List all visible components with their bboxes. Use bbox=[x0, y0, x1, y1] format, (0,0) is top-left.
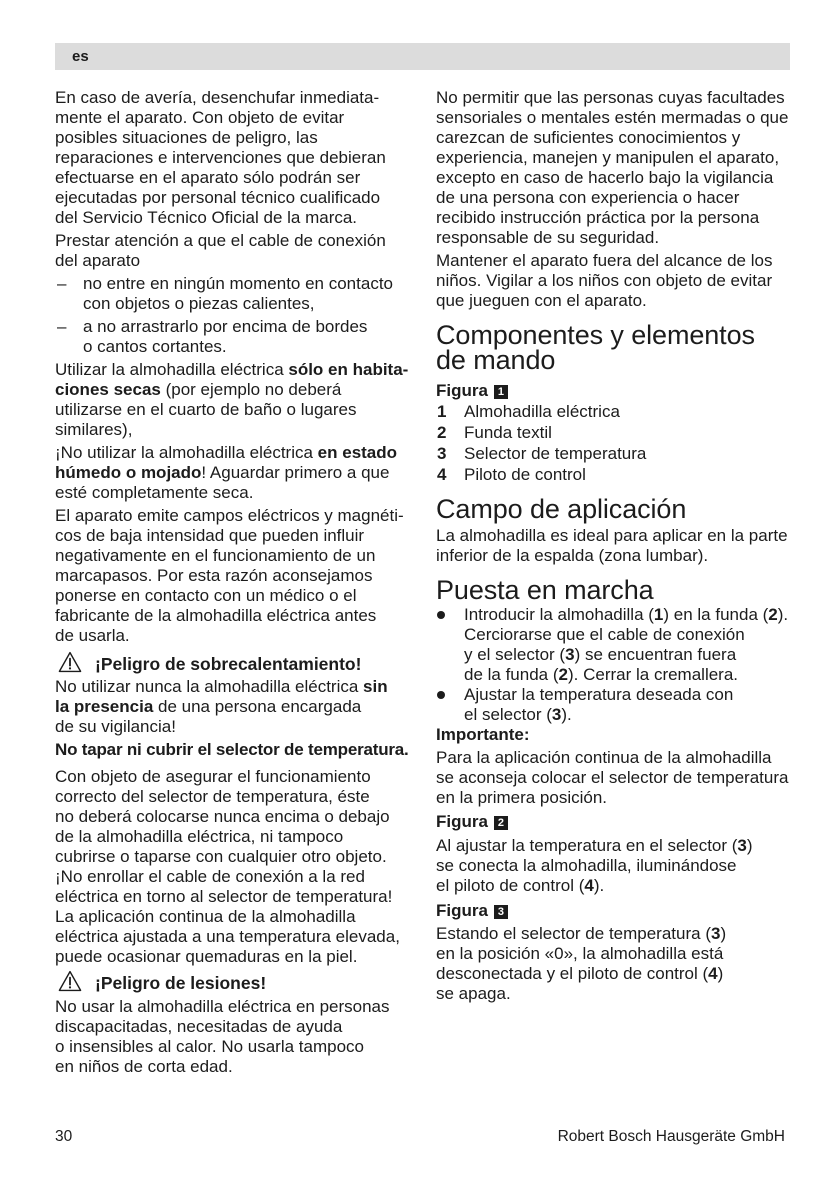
figure-number-badge: 3 bbox=[494, 905, 508, 919]
dash-marker: – bbox=[57, 317, 67, 336]
capacity-paragraph: No permitir que las personas cuyas facultades sensoriales o mentales estén mermadas o que carezcan de suficientes conocimientos y experiencia, manejen y manipulen el aparato, excepto en caso de hacerlo bajo la vigilancia de una persona con experiencia o hacer recibido instrucción práctica por la persona responsable de su seguridad. bbox=[436, 88, 789, 247]
wet-state-paragraph bbox=[55, 443, 417, 503]
text-segment: Utilizar la almohadilla eléctrica bbox=[55, 360, 289, 379]
right-column bbox=[436, 88, 790, 1004]
text-segment: ) en la funda ( bbox=[663, 605, 769, 624]
text-segment: ). bbox=[593, 876, 605, 895]
figure-number-badge: 1 bbox=[494, 385, 508, 399]
reference-number: 3 bbox=[551, 705, 562, 724]
list-item-text: no entre en ningún momento en contacto con objetos o piezas calientes, bbox=[83, 274, 393, 313]
language-bar bbox=[55, 43, 790, 70]
supervision-paragraph bbox=[55, 677, 417, 737]
text-segment: Estando el selector de temperatura ( bbox=[436, 924, 711, 943]
text-segment: ) en la posición «0», la almohadilla está desconectada y el piloto de control ( bbox=[436, 924, 727, 983]
figure-label: Figura bbox=[436, 381, 488, 400]
warning-title: ¡Peligro de lesiones! bbox=[95, 973, 267, 993]
text-segment: ! Aguardar primero a que esté completamente seca. bbox=[55, 463, 390, 502]
figure-3-paragraph bbox=[436, 924, 790, 1004]
component-label: Selector de temperatura bbox=[464, 444, 647, 463]
overheat-warning-heading bbox=[55, 654, 417, 674]
pacemaker-paragraph: El aparato emite campos eléctricos y magnéti- cos de baja intensidad que pueden influir negativamente en el funcionamiento de un marcapasos. Por esta razón aconsejamos ponerse en contacto con un médico o el fabricante de la almohadilla eléctrica antes de usarla. bbox=[55, 506, 404, 645]
component-number: 1 bbox=[437, 402, 447, 421]
step-text bbox=[464, 685, 790, 725]
component-label: Piloto de control bbox=[464, 465, 586, 484]
figure-reference bbox=[436, 812, 790, 832]
dash-marker: – bbox=[57, 274, 67, 293]
reference-number: 3 bbox=[565, 645, 575, 664]
reference-number: 4 bbox=[708, 964, 718, 983]
left-column bbox=[55, 88, 417, 1077]
emphasis-segment: en estado húmedo o mojado bbox=[55, 443, 398, 482]
vulnerable-persons-paragraph: No usar la almohadilla eléctrica en personas discapacitadas, necesitadas de ayuda o insensibles al calor. No usarla tampoco en niños de corta edad. bbox=[55, 997, 390, 1076]
figure-label: Figura bbox=[436, 812, 488, 831]
reference-number: 2 bbox=[768, 605, 778, 624]
text-segment: de una persona encargada de su vigilancia! bbox=[55, 697, 362, 736]
text-segment: Ajustar la temperatura deseada con el selector ( bbox=[464, 685, 734, 724]
reference-number: 1 bbox=[653, 605, 664, 624]
emphasis-segment: sólo en habita- ciones secas bbox=[55, 360, 409, 399]
figure-2-paragraph bbox=[436, 836, 790, 896]
step-text bbox=[464, 605, 790, 685]
application-heading: Campo de aplicación bbox=[436, 493, 687, 524]
component-label: Almohadilla eléctrica bbox=[464, 402, 620, 421]
figure-number-badge: 2 bbox=[494, 816, 508, 830]
instruction-step bbox=[436, 685, 790, 725]
list-item bbox=[55, 274, 417, 314]
figure-reference bbox=[436, 901, 790, 921]
selector-placement-paragraph: Con objeto de asegurar el funcionamiento correcto del selector de temperatura, éste no deberá colocarse nunca encima o debajo de la almohadilla eléctrica, ni tampoco cubrirse o taparse con cualquier otro objeto. ¡No enrollar el cable de conexión a la red eléctrica en torno al selector de temperatura! La aplicación continua de la almohadilla eléctrica ajustada a una temperatura elevada, puede ocasionar quemaduras en la piel. bbox=[55, 767, 400, 966]
warning-title: ¡Peligro de sobrecalentamiento! bbox=[95, 654, 362, 674]
text-segment: ) se encuentran fuera de la funda ( bbox=[464, 645, 737, 684]
text-segment: ¡No utilizar la almohadilla eléctrica bbox=[55, 443, 318, 462]
text-segment: ) se apaga. bbox=[436, 964, 724, 1003]
text-segment: No utilizar nunca la almohadilla eléctrica bbox=[55, 677, 364, 696]
application-paragraph: La almohadilla es ideal para aplicar en la parte inferior de la espalda (zona lumbar). bbox=[436, 526, 788, 565]
component-item bbox=[436, 443, 790, 464]
component-number: 2 bbox=[437, 423, 447, 442]
page-number: 30 bbox=[55, 1128, 73, 1145]
language-code: es bbox=[72, 48, 89, 65]
reference-number: 3 bbox=[710, 924, 721, 943]
defect-repair-paragraph: En caso de avería, desenchufar inmediata- mente el aparato. Con objeto de evitar posibles situaciones de peligro, las reparaciones e intervenciones que debieran efectuarse en el aparato sólo podrán ser ejecutadas por personal técnico cualificado del Servicio Técnico Oficial de la marca. bbox=[55, 88, 386, 227]
injury-warning-heading bbox=[55, 973, 417, 993]
important-label: Importante: bbox=[436, 725, 530, 744]
figure-label: Figura bbox=[436, 901, 488, 920]
children-paragraph: Mantener el aparato fuera del alcance de los niños. Vigilar a los niños con objeto de evitar que jueguen con el aparato. bbox=[436, 251, 773, 310]
text-segment: Introducir la almohadilla ( bbox=[464, 605, 654, 624]
text-segment: ). bbox=[561, 705, 572, 724]
component-item bbox=[436, 401, 790, 422]
reference-number: 2 bbox=[558, 665, 568, 684]
warning-triangle-icon bbox=[58, 651, 82, 673]
component-item bbox=[436, 422, 790, 443]
emphasis-segment: sin la presencia bbox=[55, 677, 388, 716]
text-segment: ). Cerciorarse que el cable de conexión y el selector ( bbox=[464, 605, 789, 664]
instruction-step bbox=[436, 605, 790, 685]
important-paragraph: Para la aplicación continua de la almohadilla se aconseja colocar el selector de temperatura en la primera posición. bbox=[436, 748, 789, 807]
text-segment: (por ejemplo no deberá utilizarse en el cuarto de baño o lugares similares), bbox=[55, 380, 357, 439]
cable-intro-paragraph: Prestar atención a que el cable de conexión del aparato bbox=[55, 231, 386, 270]
startup-heading: Puesta en marcha bbox=[436, 574, 654, 605]
bullet-icon bbox=[437, 691, 445, 699]
bullet-icon bbox=[437, 611, 445, 619]
dry-rooms-paragraph bbox=[55, 360, 417, 440]
component-item bbox=[436, 464, 790, 485]
list-item-text: a no arrastrarlo por encima de bordes o cantos cortantes. bbox=[83, 317, 368, 356]
text-segment: ). Cerrar la cremallera. bbox=[567, 665, 739, 684]
list-item bbox=[55, 317, 417, 357]
component-label: Funda textil bbox=[464, 423, 552, 442]
publisher-name: Robert Bosch Hausgeräte GmbH bbox=[557, 1128, 785, 1145]
components-heading: Componentes y elementos de mando bbox=[436, 319, 755, 375]
component-number: 4 bbox=[437, 465, 447, 484]
warning-triangle-icon bbox=[58, 970, 82, 992]
figure-reference bbox=[436, 381, 790, 401]
text-segment: ) se conecta la almohadilla, iluminándose el piloto de control ( bbox=[436, 836, 753, 895]
reference-number: 3 bbox=[737, 836, 747, 855]
component-number: 3 bbox=[437, 444, 447, 463]
no-cover-notice: No tapar ni cubrir el selector de temperatura. bbox=[55, 740, 409, 759]
text-segment: Al ajustar la temperatura en el selector ( bbox=[436, 836, 738, 855]
reference-number: 4 bbox=[584, 876, 594, 895]
